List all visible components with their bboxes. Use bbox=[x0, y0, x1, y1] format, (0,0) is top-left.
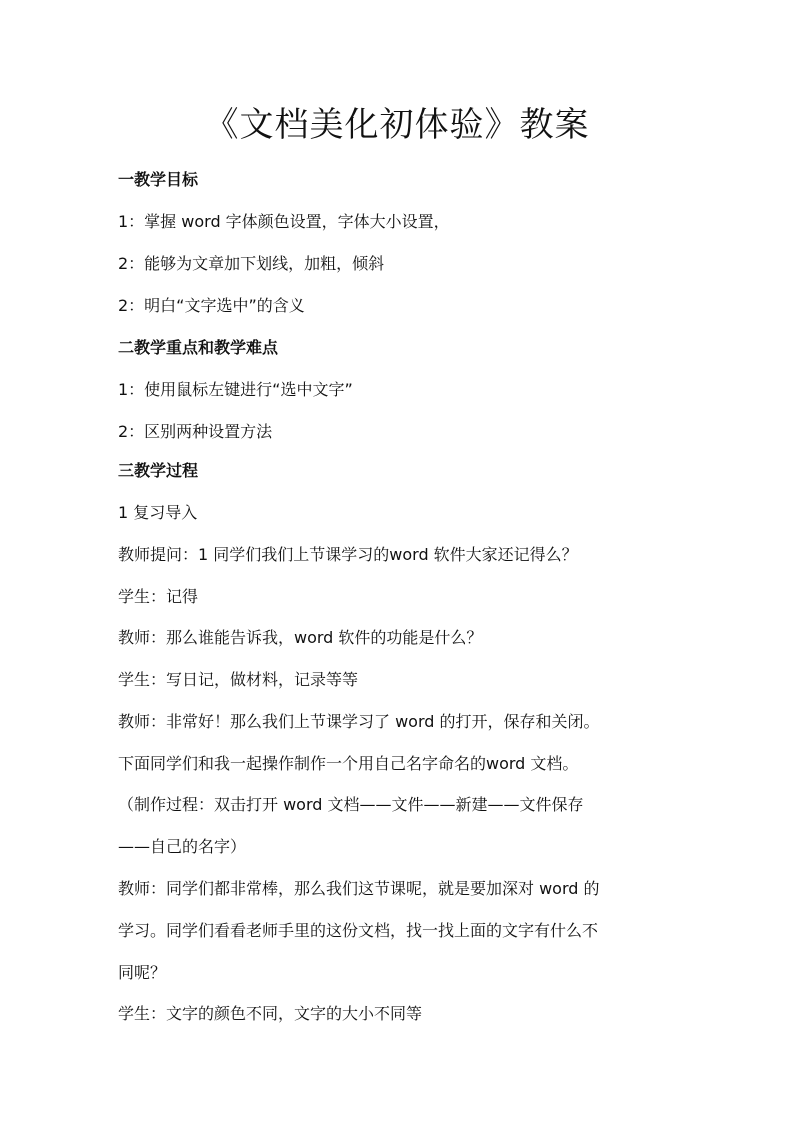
process-line: 下面同学们和我一起操作制作一个用自己名字命名的word 文档。 bbox=[118, 754, 579, 773]
process-line: 学生：写日记，做材料，记录等等 bbox=[118, 670, 359, 689]
process-line: 教师：非常好！那么我们上节课学习了 word 的打开，保存和关闭。 bbox=[118, 712, 600, 731]
process-line: 教师：那么谁能告诉我，word 软件的功能是什么？ bbox=[118, 628, 483, 647]
key-point-item: 1：使用鼠标左键进行“选中文字” bbox=[118, 380, 353, 399]
objective-item: 1：掌握 word 字体颜色设置，字体大小设置， bbox=[118, 212, 450, 231]
objective-item: 2：明白“文字选中”的含义 bbox=[118, 296, 305, 315]
objective-item: 2：能够为文章加下划线，加粗，倾斜 bbox=[118, 254, 385, 273]
document-title: 《文档美化初体验》教案 bbox=[204, 105, 590, 145]
section-heading-objectives: 一教学目标 bbox=[118, 170, 199, 189]
process-line: ——自己的名字） bbox=[118, 837, 247, 856]
process-line: 学生：记得 bbox=[118, 587, 199, 606]
section-heading-process: 三教学过程 bbox=[118, 461, 199, 480]
key-point-item: 2：区别两种设置方法 bbox=[118, 422, 273, 441]
process-line: 教师：同学们都非常棒，那么我们这节课呢，就是要加深对 word 的 bbox=[118, 879, 600, 898]
process-line: 同呢？ bbox=[118, 963, 167, 982]
process-line: 学生：文字的颜色不同，文字的大小不同等 bbox=[118, 1004, 423, 1023]
section-heading-key-points: 二教学重点和教学难点 bbox=[118, 338, 279, 357]
process-line: 教师提问：1 同学们我们上节课学习的word 软件大家还记得么？ bbox=[118, 545, 578, 564]
process-line: （制作过程：双击打开 word 文档——文件——新建——文件保存 bbox=[118, 795, 584, 814]
process-line: 学习。同学们看看老师手里的这份文档，找一找上面的文字有什么不 bbox=[118, 921, 599, 940]
process-line: 1 复习导入 bbox=[118, 503, 198, 522]
